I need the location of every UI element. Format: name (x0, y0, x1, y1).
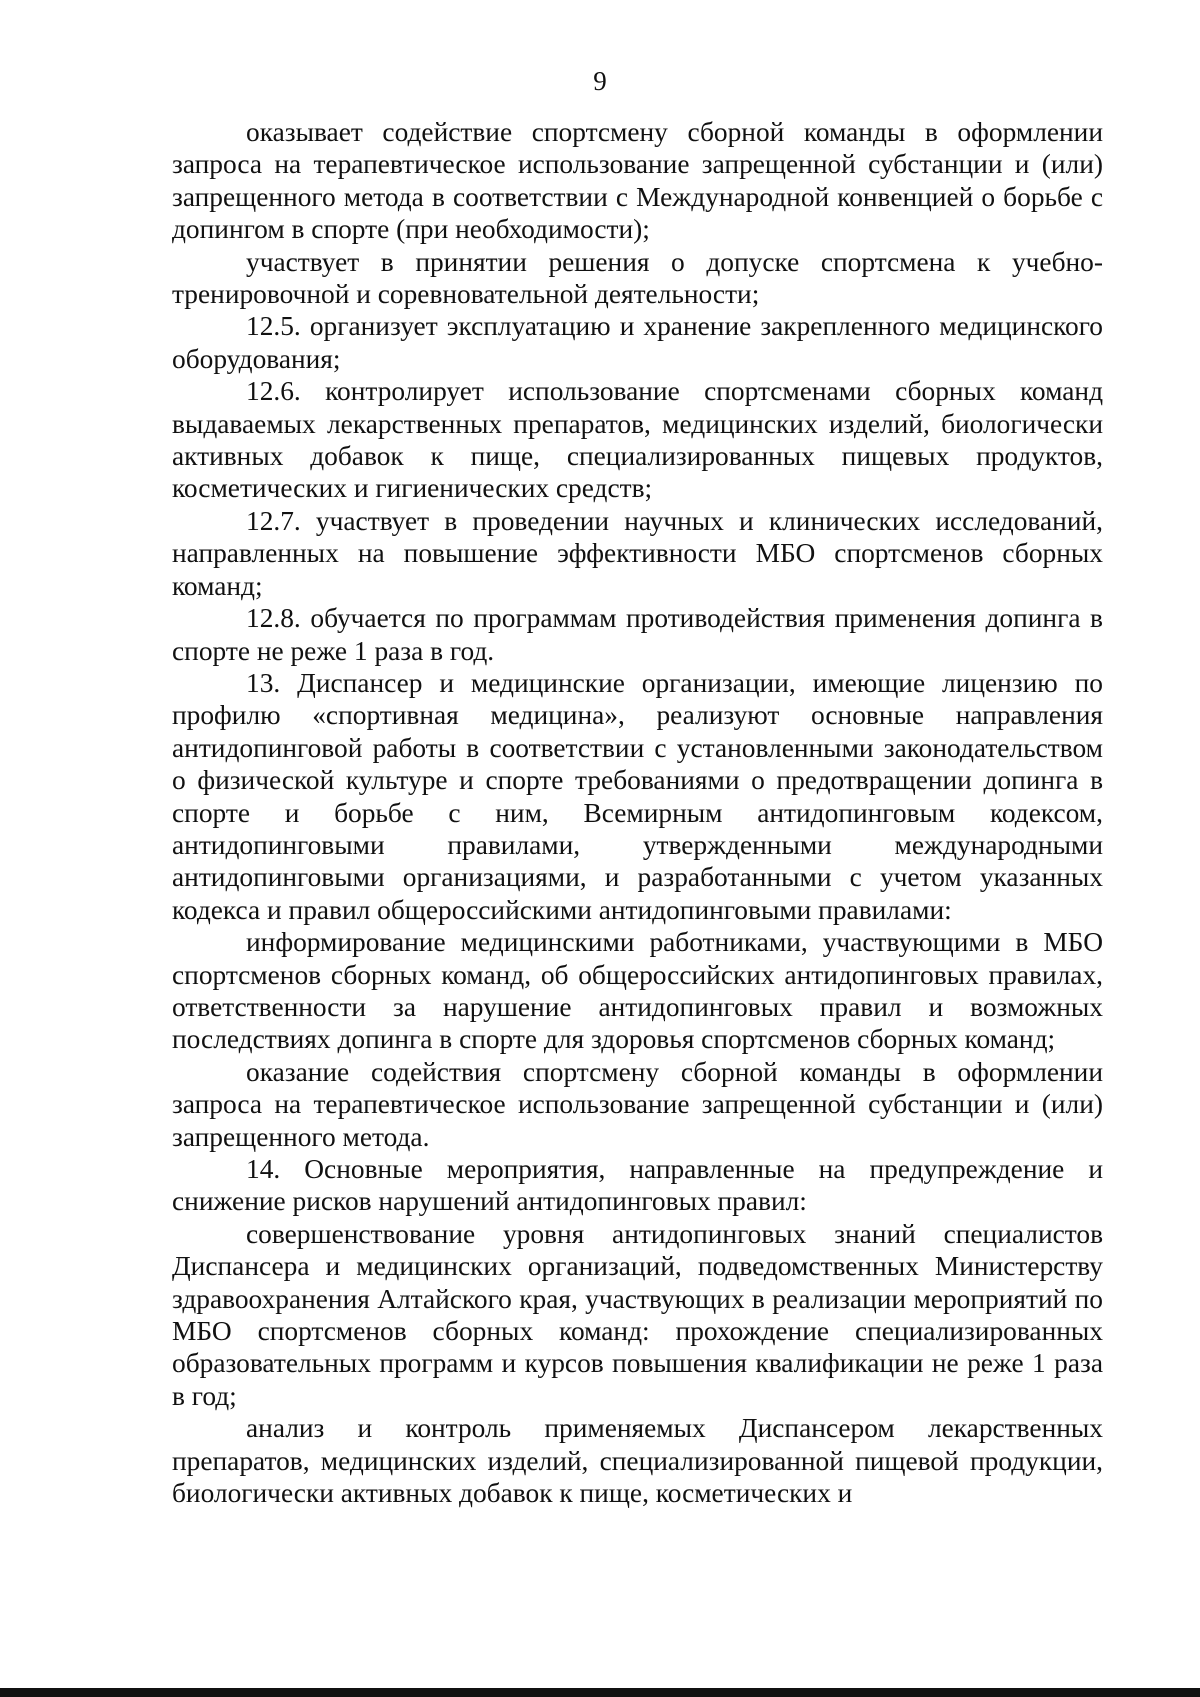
paragraph-12-6: 12.6. контролирует использование спортсменами сборных команд выдаваемых лекарственных препаратов, медицинских изделий, биологически активных добавок к пище, специализированных пищевых продуктов, косметических и гигиенических средств; (172, 376, 1103, 504)
paragraph-12-8: 12.8. обучается по программам противодействия применения допинга в спорте не реже 1 раза в год. (172, 603, 1103, 666)
page-number: 9 (593, 66, 607, 96)
paragraph-14: 14. Основные мероприятия, направленные на предупреждение и снижение рисков нарушений антидопинговых правил: (172, 1154, 1103, 1217)
page-bottom-border (0, 1688, 1200, 1697)
paragraph-14-item-2: анализ и контроль применяемых Диспансером лекарственных препаратов, медицинских изделий, специализированной пищевой продукции, биологически активных добавок к пище, косметических и (172, 1413, 1103, 1509)
paragraph-1: оказывает содействие спортсмену сборной команды в оформлении запроса на терапевтическое использование запрещенной субстанции и (или) запрещенного метода в соответствии с Международной конвенцией о борьбе с допингом в спорте (при необходимости); (172, 117, 1103, 245)
paragraph-12-5: 12.5. организует эксплуатацию и хранение закрепленного медицинского оборудования; (172, 311, 1103, 374)
paragraph-12-7: 12.7. участвует в проведении научных и клинических исследований, направленных на повышение эффективности МБО спортсменов сборных команд; (172, 505, 1103, 601)
paragraph-13-item-1: информирование медицинскими работниками, участвующими в МБО спортсменов сборных команд, об общероссийских антидопинговых правилах, ответственности за нарушение антидопинговых правил и возможных последствиях допинга в спорте для здоровья спортсменов сборных команд; (172, 927, 1103, 1055)
paragraph-13: 13. Диспансер и медицинские организации, имеющие лицензию по профилю «спортивная медицина», реализуют основные направления антидопинговой работы в соответствии с установленными законодательством о физической культуре и спорте требованиями о предотвращении допинга в спорте и борьбе с ним, Всемирным антидопинговым кодексом, антидопинговыми правилами, утвержденными международными антидопинговыми организациями, и разработанными с учетом указанных кодекса и правил общероссийскими антидопинговыми правилами: (172, 667, 1103, 925)
paragraph-2: участвует в принятии решения о допуске спортсмена к учебно-тренировочной и соревновательной деятельности; (172, 246, 1103, 310)
document-body (172, 116, 1103, 1509)
paragraph-13-item-2: оказание содействия спортсмену сборной команды в оформлении запроса на терапевтическое использование запрещенной субстанции и (или) запрещенного метода. (172, 1056, 1103, 1152)
paragraph-14-item-1: совершенствование уровня антидопинговых знаний специалистов Диспансера и медицинских организаций, подведомственных Министерству здравоохранения Алтайского края, участвующих в реализации мероприятий по МБО спортсменов сборных команд: прохождение специализированных образовательных программ и курсов повышения квалификации не реже 1 раза в год; (172, 1218, 1103, 1411)
